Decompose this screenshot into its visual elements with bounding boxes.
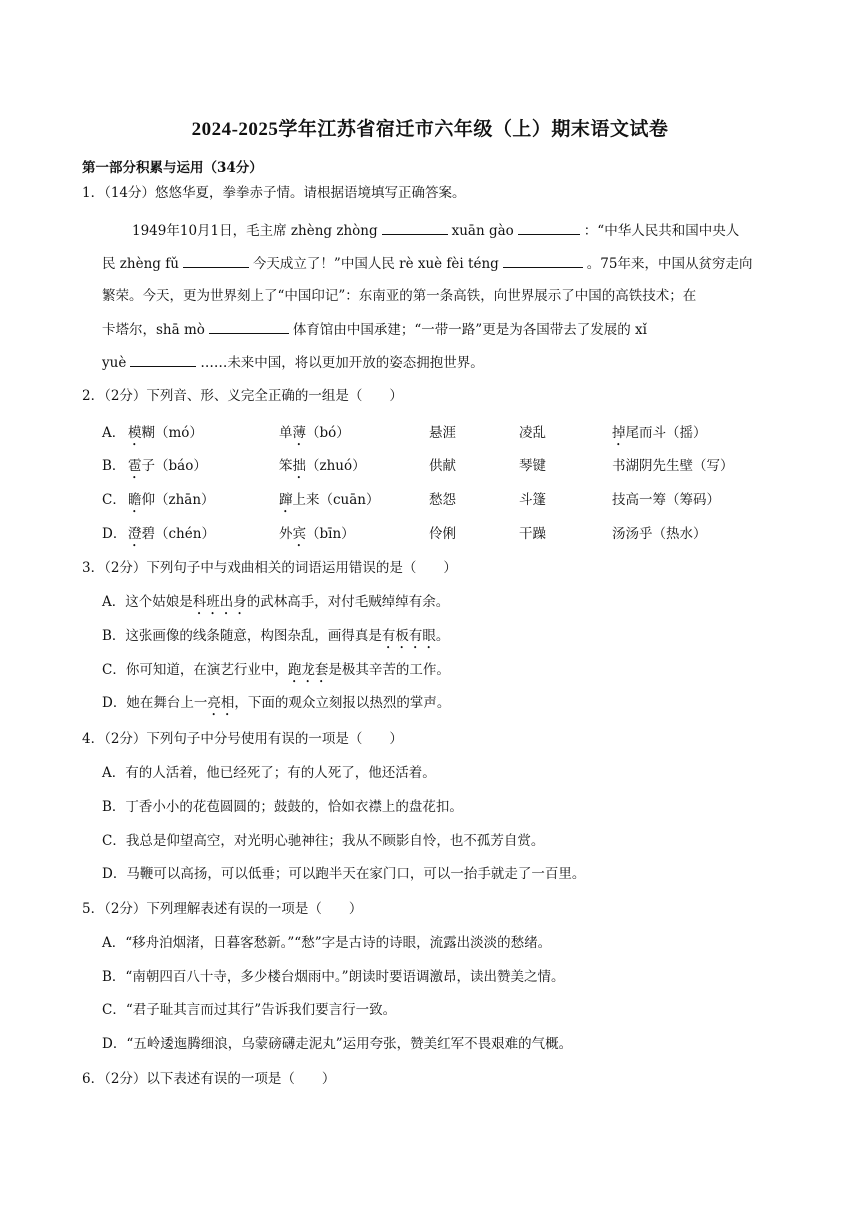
q3-option-b[interactable]: B．这张画像的线条随意，构图杂乱，画得真是有板有眼。 — [102, 628, 450, 644]
option-label: B． — [102, 458, 126, 474]
emphasized-term: 有板有眼 — [381, 628, 436, 644]
option-cell: 雹子（báo） — [128, 458, 207, 474]
option-cell: 模糊（mó） — [128, 425, 203, 441]
answer-blank[interactable] — [382, 220, 448, 235]
option-cell: 愁怨 — [429, 492, 456, 508]
q2-stem: 2．（2分）下列音、形、义完全正确的一组是（ ） — [82, 388, 403, 404]
answer-blank[interactable] — [503, 253, 583, 268]
section-heading: 第一部分积累与运用（34分） — [82, 160, 263, 176]
option-label: A． — [102, 425, 126, 441]
q5-option-a[interactable]: A．“移舟泊烟渚，日暮客愁新。”“愁”字是古诗的诗眼，流露出淡淡的愁绪。 — [102, 935, 552, 951]
q4-option-b[interactable]: B．丁香小小的花苞圆圆的；鼓鼓的，恰如衣襟上的盘花扣。 — [102, 799, 463, 815]
emphasized-term: 亮相 — [207, 695, 235, 711]
option-label: C． — [102, 492, 126, 508]
q5-option-b[interactable]: B．“南朝四百八十寺，多少楼台烟雨中。”朗读时要语调激昂，读出赞美之情。 — [102, 969, 565, 985]
option-cell: 琴键 — [519, 458, 546, 474]
option-cell: 斗篷 — [519, 492, 546, 508]
q1-para-line2 — [102, 253, 752, 274]
q3-stem: 3．（2分）下列句子中与戏曲相关的词语运用错误的是（ ） — [82, 560, 457, 576]
answer-blank[interactable] — [209, 319, 289, 334]
q4-stem: 4．（2分）下列句子中分号使用有误的一项是（ ） — [82, 731, 403, 747]
option-label: D． — [102, 526, 127, 542]
option-cell: 伶俐 — [429, 526, 456, 542]
answer-blank[interactable] — [130, 352, 196, 367]
option-cell: 书湖阴先生壁（写） — [612, 458, 734, 474]
q1-text: 体育馆由中国承建；“一带一路”更是为各国带去了发展的 xǐ — [292, 322, 647, 338]
q1-text: yuè — [102, 355, 127, 371]
option-cell: 蹿上来（cuān） — [279, 492, 380, 508]
q1-text: ：“中华人民共和国中央人 — [583, 223, 740, 239]
answer-blank[interactable] — [518, 220, 580, 235]
q1-text: 1949年10月1日，毛主席 zhèng zhòng — [132, 223, 378, 239]
option-cell: 干躁 — [519, 526, 546, 542]
option-cell: 悬涯 — [429, 425, 456, 441]
option-cell: 掉尾而斗（摇） — [612, 425, 707, 441]
q1-text: 。75年来，中国从贫穷走向 — [586, 256, 753, 272]
option-cell: 汤汤乎（热水） — [612, 526, 707, 542]
option-cell: 单薄（bó） — [279, 425, 350, 441]
q4-option-c[interactable]: C．我总是仰望高空，对光明心驰神往；我从不顾影自怜，也不孤芳自赏。 — [102, 833, 545, 849]
option-cell: 凌乱 — [519, 425, 546, 441]
q5-option-d[interactable]: D．“五岭逶迤腾细浪，乌蒙磅礴走泥丸”运用夸张，赞美红军不畏艰难的气概。 — [102, 1036, 573, 1052]
q1-stem: 1．（14分）悠悠华夏，拳拳赤子情。请根据语境填写正确答案。 — [82, 185, 466, 201]
option-cell: 笨拙（zhuó） — [279, 458, 366, 474]
page-title: 2024-2025学年江苏省宿迁市六年级（上）期末语文试卷 — [191, 119, 669, 140]
q3-option-c[interactable]: C．你可知道，在演艺行业中，跑龙套是极其辛苦的工作。 — [102, 662, 450, 678]
q1-text: 卡塔尔，shā mò — [102, 322, 205, 338]
q3-option-d[interactable]: D．她在舞台上一亮相，下面的观众立刻报以热烈的掌声。 — [102, 695, 451, 711]
option-cell: 外宾（bīn） — [279, 526, 355, 542]
q6-stem: 6．（2分）以下表述有误的一项是（ ） — [82, 1071, 336, 1087]
option-cell: 澄碧（chén） — [128, 526, 215, 542]
q1-text: ……未来中国，将以更加开放的姿态拥抱世界。 — [200, 355, 484, 371]
q5-option-c[interactable]: C．“君子耻其言而过其行”告诉我们要言行一致。 — [102, 1002, 397, 1018]
q1-para-line5 — [102, 352, 484, 373]
option-cell: 供献 — [429, 458, 456, 474]
option-cell: 瞻仰（zhān） — [128, 492, 215, 508]
q4-option-d[interactable]: D．马鞭可以高扬，可以低垂；可以跑半天在家门口，可以一抬手就走了一百里。 — [102, 866, 586, 882]
q5-stem: 5．（2分）下列理解表述有误的一项是（ ） — [82, 901, 363, 917]
answer-blank[interactable] — [183, 253, 249, 268]
q3-option-a[interactable]: A．这个姑娘是科班出身的武林高手，对付毛贼绰绰有余。 — [102, 594, 450, 610]
option-cell: 技高一筹（筹码） — [612, 492, 720, 508]
q4-option-a[interactable]: A．有的人活着，他已经死了；有的人死了，他还活着。 — [102, 765, 436, 781]
q1-para-line3: 繁荣。今天，更为世界刻上了“中国印记”：东南亚的第一条高铁，向世界展示了中国的高铁技术；在 — [102, 288, 697, 304]
emphasized-term: 科班出身 — [192, 594, 247, 610]
q1-text: 今天成立了！”中国人民 rè xuè fèi téng — [252, 256, 499, 272]
q1-para-line1 — [132, 220, 780, 241]
q1-text: 民 zhèng fǔ — [102, 256, 179, 272]
q1-text: xuān gào — [451, 223, 514, 239]
emphasized-term: 跑龙套 — [287, 662, 329, 678]
q1-para-line4 — [102, 319, 647, 340]
